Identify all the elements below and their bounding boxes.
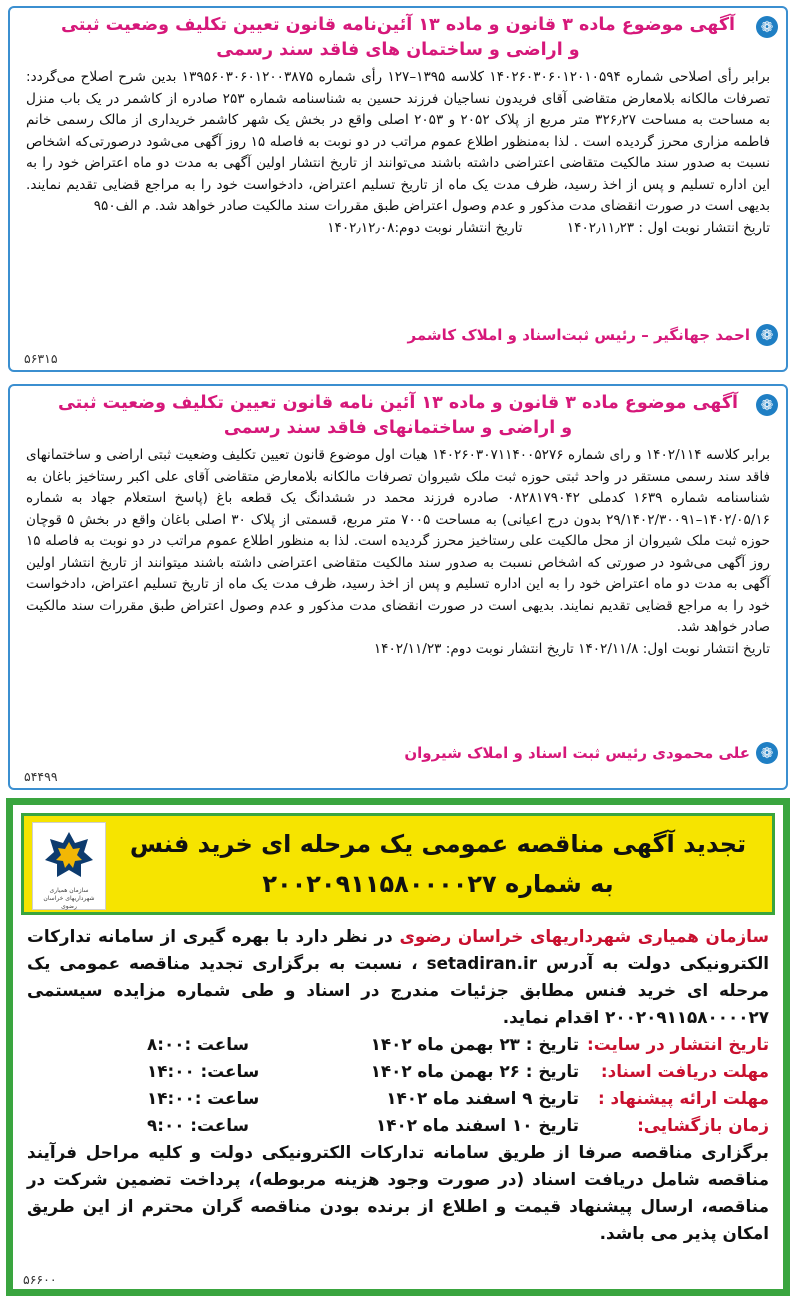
signature: احمد جهانگیر – رئیس ثبت‌اسناد و املاک کاشمر — [407, 326, 750, 344]
tender-intro-text: در نظر دارد با بهره گیری از سامانه تدارکات الکترونیکی دولت به آدرس setadiran.ir ، نسبت به برگزاری تجدید مناقصه عمومی یک مرحله ای خرید فنس مطابق جزئیات مندرج در اسناد و طی شماره مزایده سیستمی ۲۰۰۲۰۹۱۱۵۸۰۰۰۰۲۷ اقدام نماید. — [27, 926, 769, 1027]
tender-intro — [27, 923, 769, 1031]
ad-code: ۵۴۴۹۹ — [24, 769, 58, 784]
notice-title: آگهی موضوع ماده ۳ قانون و ماده ۱۳ آئین‌نامه قانون تعیین تکلیف وضعیت ثبتی و اراضی و ساختمان های فاقد سند رسمی — [61, 15, 735, 60]
schedule-time: ساعت :۸:۰۰ — [147, 1034, 250, 1054]
schedule-label: مهلت ارائه پیشنهاد : — [597, 1088, 769, 1108]
ad-code: ۵۶۳۱۵ — [24, 351, 58, 366]
second-publication-date: تاریخ انتشار نوبت دوم:۱۴۰۲٫۱۲٫۰۸ — [327, 219, 523, 236]
organization-logo — [32, 822, 106, 910]
schedule-date: تاریخ ۱۰ اسفند ماه ۱۴۰۲ — [375, 1115, 579, 1135]
notice-shirvan — [8, 384, 788, 790]
logo-emblem-icon — [42, 829, 96, 883]
notice-body: برابر رأی اصلاحی شماره ۱۴۰۲۶۰۳۰۶۰۱۲۰۱۰۵۹۴ کلاسه ۱۳۹۵–۱۲۷ رأی شماره ۱۳۹۵۶۰۳۰۶۰۱۲۰۰۳۸۷۵ بدین شرح اصلاح می‌گردد: تصرفات مالکانه بلامعارض متقاضی آقای فریدون نساجیان فرزند حسین به شناسنامه شماره ۲۵۳ صادره از کاشمر در یک باب منزل به مساحت به مساحت ۳۲۶٫۲۷ متر مربع از پلاک ۲۰۵۲ و ۲۰۵۳ اصلی واقع در بخش یک شهر کاشمر خریداری از مالک رسمی خانم فاطمه مزاری محرز گردیده است . لذا به‌منظور اطلاع عموم مراتب در دو نوبت به فاصله ۱۵ روز آگهی می‌شود درصورتی‌که اشخاص نسبت به صدور سند مالکیت متقاضی اعتراضی داشته باشند می‌توانند از تاریخ انتشار اولین آگهی به مدت دو ماه اعتراض خود را به این اداره تسلیم و پس از اخذ رسید، ظرف مدت یک ماه از تاریخ تسلیم اعتراض، دادخواست خود را به مراجع قضایی تقدیم نمایند. بدیهی است در صورت انقضای مدت مذکور و عدم وصول اعتراض طبق مقررات سند مالکیت صادر خواهد شد. م الف۹۵۰ — [26, 69, 770, 214]
tender-body — [27, 923, 769, 1247]
schedule-row — [27, 1112, 769, 1139]
swirl-ornament-icon: ❁ — [756, 16, 778, 38]
notice-title: آگهی موضوع ماده ۳ قانون و ماده ۱۳ آئین نامه قانون تعیین تکلیف وضعیت ثبتی و اراضی و ساختمانهای فاقد سند رسمی — [57, 393, 739, 438]
tender-closing-text: برگزاری مناقصه صرفا از طریق سامانه تدارکات الکترونیکی دولت و کلیه مراحل فرآیند مناقصه شامل دریافت اسناد (در صورت وجود هزینه مربوطه)، پرداخت تضمین شرکت در مناقصه، ارسال پیشنهاد قیمت و اطلاع از برنده بودن مناقصه گران محترم از این طریق امکان پذیر می باشد. — [27, 1142, 769, 1243]
swirl-ornament-icon: ❁ — [756, 394, 778, 416]
logo-caption: سازمان همیاری شهرداریهای خراسان رضوی — [43, 887, 95, 910]
schedule-row — [27, 1058, 769, 1085]
tender-header — [21, 813, 775, 915]
tender-notice — [6, 798, 790, 1296]
organization-name: سازمان همیاری شهرداریهای خراسان رضوی — [399, 926, 769, 946]
schedule-time: ساعت: ۱۴:۰۰ — [147, 1061, 260, 1081]
schedule-time: ساعت: ۹:۰۰ — [147, 1115, 250, 1135]
ad-code: ۵۶۶۰۰ — [23, 1272, 57, 1287]
schedule-row — [27, 1085, 769, 1112]
schedule-time: ساعت :۱۴:۰۰ — [147, 1088, 260, 1108]
publication-dates: تاریخ انتشار نوبت اول: ۱۴۰۲/۱۱/۸ تاریخ انتشار نوبت دوم: ۱۴۰۲/۱۱/۲۳ — [373, 640, 770, 657]
first-publication-date: تاریخ انتشار نوبت اول : ۱۴۰۲٫۱۱٫۲۳ — [566, 219, 770, 236]
publication-dates — [26, 218, 770, 239]
schedule-date: تاریخ : ۲۶ بهمن ماه ۱۴۰۲ — [370, 1061, 579, 1081]
tender-number: به شماره ۲۰۰۲۰۹۱۱۵۸۰۰۰۰۲۷ — [262, 870, 614, 898]
schedule-date: تاریخ ۹ اسفند ماه ۱۴۰۲ — [386, 1088, 579, 1108]
signature: علی محمودی رئیس ثبت اسناد و املاک شیروان — [404, 744, 750, 762]
tender-schedule — [27, 1031, 769, 1139]
swirl-ornament-icon: ❁ — [756, 324, 778, 346]
schedule-row — [27, 1031, 769, 1058]
tender-title — [114, 824, 762, 904]
swirl-ornament-icon: ❁ — [756, 742, 778, 764]
tender-title-line1: تجدید آگهی مناقصه عمومی یک مرحله ای خرید فنس — [129, 830, 747, 858]
notice-body: برابر کلاسه ۱۴۰۲/۱۱۴ و رای شماره ۱۴۰۲۶۰۳۰۷۱۱۴۰۰۵۲۷۶ هیات اول موضوع قانون تعیین تکلیف وضعیت ثبتی اراضی و ساختمانهای فاقد سند رسمی مستقر در واحد ثبتی حوزه ثبت ملک شیروان تصرفات مالکانه بلامعارض متقاضی آقای علی اکبر رستاخیز باغان به شناسنامه شماره ۱۶۳۹ کدملی ۰۸۲۸۱۷۹۰۴۲ صادره فرزند محمد در ششدانگ یک قطعه باغ (پاسخ استعلام جهاد به شماره ۱۴۰۲/۰۵/۱۶–۲۹/۱۴۰۲/۳۰۰۹۱ بدون درج اعیانی) به مساحت ۷۰۰۵ متر مربع، قسمتی از پلاک ۳۰ اصلی باغان واقع در بخش ۵ قوچان حوزه ثبت ملک شیروان از محل مالکیت علی رستاخیز محرز گردیده است. لذا به منظور اطلاع عموم مراتب در دو نوبت به فاصله ۱۵ روز آگهی می‌شود در صورتی که اشخاص نسبت به صدور سند مالکیت متقاضی اعتراضی داشته باشند میتوانند از تاریخ انتشار اولین آگهی به مدت دو ماه اعتراض خود را به این اداره تسلیم و پس از اخذ رسید، ظرف مدت یک ماه از تاریخ تسلیم اعتراض، دادخواست خود را به مراجع قضایی تقدیم نمایند. بدیهی است در صورت انقضای مدت مذکور و عدم وصول اعتراض طبق مقررات سند مالکیت صادر خواهد شد. — [26, 447, 770, 635]
schedule-date: تاریخ : ۲۳ بهمن ماه ۱۴۰۲ — [370, 1034, 579, 1054]
schedule-label: زمان بازگشایی: — [637, 1115, 769, 1135]
schedule-label: تاریخ انتشار در سایت: — [587, 1034, 769, 1054]
schedule-label: مهلت دریافت اسناد: — [600, 1061, 769, 1081]
notice-kashmar — [8, 6, 788, 372]
